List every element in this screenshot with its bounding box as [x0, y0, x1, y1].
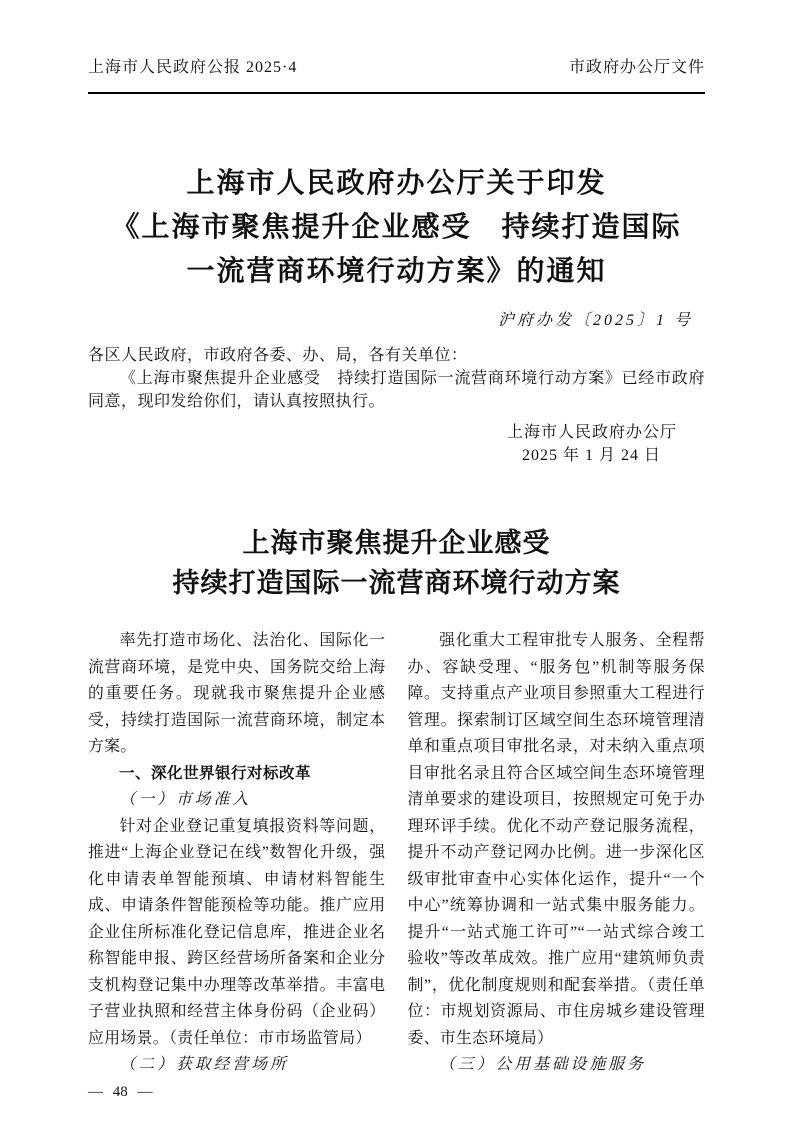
two-column-body	[88, 628, 705, 1079]
notice-title-line-3: 一流营商环境行动方案》的通知	[186, 256, 607, 287]
notice-body: 《上海市聚焦提升企业感受 持续打造国际一流营商环境行动方案》已经市政府同意，现印发给你们，请认真按照执行。	[88, 370, 705, 410]
sign-date: 2025 年 1 月 24 日	[521, 447, 661, 464]
plan-title	[88, 523, 705, 603]
notice-title	[88, 162, 705, 294]
paragraph: 针对企业登记重复填报资料等问题，推进“上海企业登记在线”数智化升级，强化申请表单智能预填、申请材料智能生成、申请条件智能预检等功能。推广应用企业住所标准化登记信息库，推进企业名称智能申报、跨区经营场所备案和企业分支机构登记集中办理等改革举措。丰富电子营业执照和经营主体身份码（企业码）应用场景。（责任单位：市市场监管局）	[88, 817, 386, 1047]
bottom-margin	[88, 1102, 705, 1103]
gazette-title: 上海市人民政府公报 2025·4	[88, 59, 298, 76]
doc-number: 沪府办发〔2025〕1 号	[497, 312, 693, 329]
subsection-heading: （二）获取经营场所	[119, 1056, 289, 1073]
notice-title-line-2: 《上海市聚焦提升企业感受 持续打造国际	[111, 212, 682, 243]
paragraph: 强化重大工程审批专人服务、全程帮办、容缺受理、“服务包”机制等服务保障。支持重点产业项目参照重大工程进行管理。探索制订区域空间生态环境管理清单和重点项目审批名录，对未纳入重点项目审批名录且符合区域空间生态环境管理清单要求的建设项目，按照规定可免于办理环评手续。优化不动产登记服务流程，提升不动产登记网办比例。进一步深化区级审批审查中心实体化运作，提升“一个中心”统筹协调和一站式集中服务能力。提升“一站式施工许可”“一站式综合竣工验收”等改革成效。推广应用“建筑师负责制”，优化制度规则和配套举措。（责任单位：市规划资源局、市住房城乡建设管理委、市生态环境局）	[407, 632, 705, 1047]
right-column	[408, 628, 706, 1079]
notice-title-line-1: 上海市人民政府办公厅关于印发	[186, 168, 607, 199]
signer: 上海市人民政府办公厅	[506, 424, 677, 441]
plan-title-line-1: 上海市聚焦提升企业感受	[242, 528, 551, 558]
plan-title-line-2: 持续打造国际一流营商环境行动方案	[172, 568, 621, 598]
subsection-heading: （三）公用基础设施服务	[439, 1056, 646, 1073]
paragraph: 率先打造市场化、法治化、国际化一流营商环境，是党中央、国务院交给上海的重要任务。现就我市聚焦提升企业感受，持续打造国际一流营商环境，制定本方案。	[88, 632, 386, 755]
subsection-heading: （一）市场准入	[119, 791, 252, 808]
salutation: 各区人民政府，市政府各委、办、局，各有关单位：	[88, 347, 468, 364]
section-heading: 一、深化世界银行对标改革	[119, 764, 312, 782]
page-number: — 48 —	[88, 1083, 153, 1100]
left-column	[88, 628, 386, 1079]
doc-category: 市政府办公厅文件	[568, 59, 705, 76]
running-header	[88, 58, 705, 94]
